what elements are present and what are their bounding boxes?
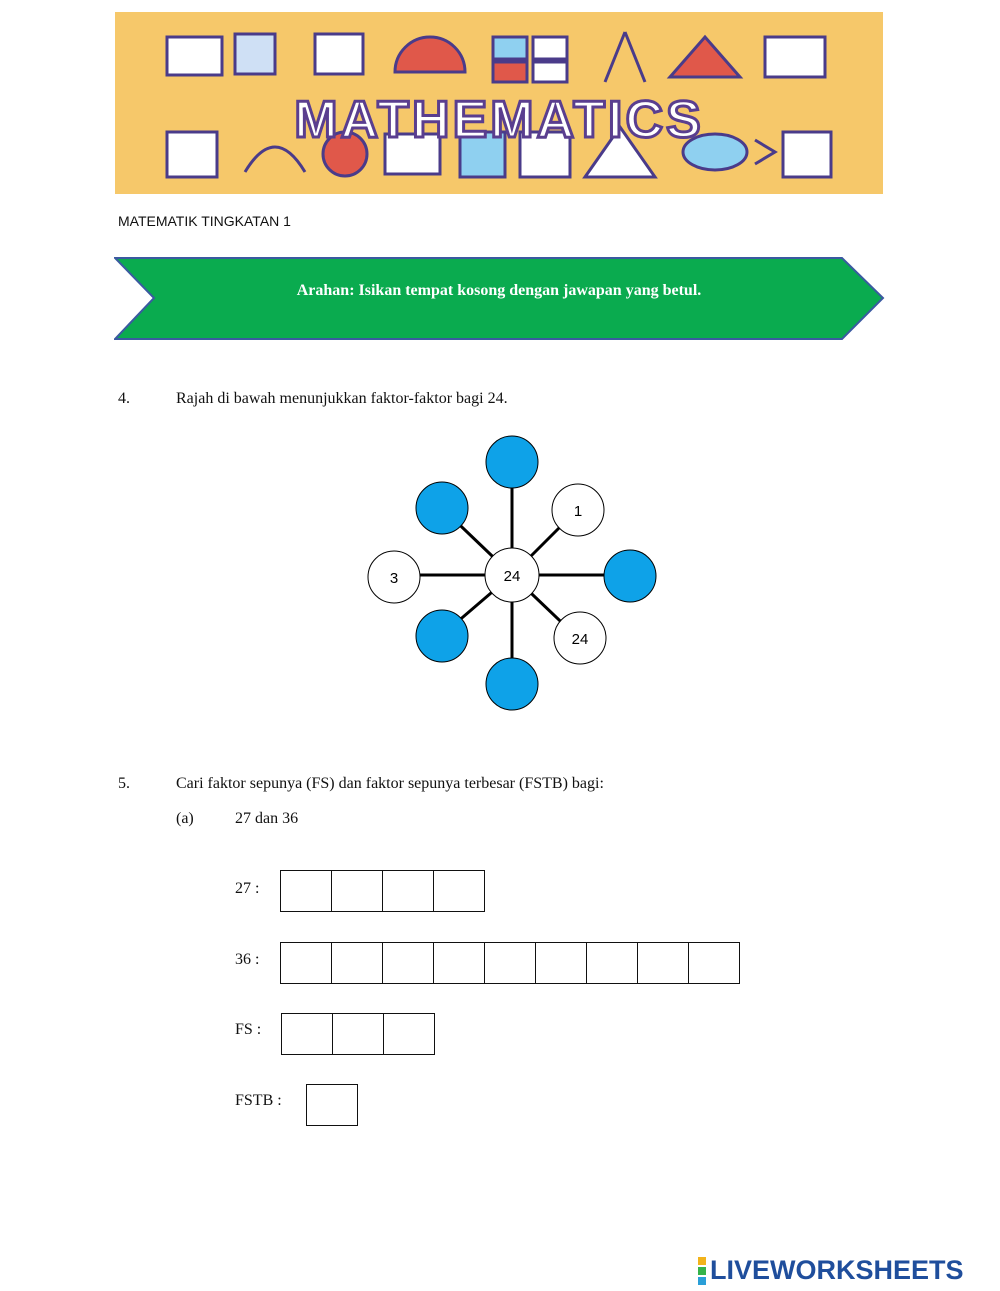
answer-box[interactable] [637,942,689,984]
row-label-fs: FS : [235,1021,262,1038]
question-4-text: Rajah di bawah menunjukkan faktor-faktor bagi 24. [176,390,508,407]
answer-box[interactable] [484,942,536,984]
subject-label: MATEMATIK TINGKATAN 1 [118,213,291,229]
factor-number: 24 [571,631,589,648]
answer-box[interactable] [433,942,485,984]
answer-box[interactable] [688,942,740,984]
answer-box[interactable] [535,942,587,984]
answer-box[interactable] [332,1013,384,1055]
answer-box[interactable] [331,942,383,984]
question-4-number: 4. [118,390,130,407]
factor-number: 3 [389,570,399,587]
logo-text: LIVEWORKSHEETS [710,1255,964,1285]
answer-box[interactable] [280,870,332,912]
answer-row-36 [280,942,740,984]
blank-factor-circle[interactable] [416,610,468,662]
blank-factor-circle[interactable] [416,482,468,534]
logo-mark [697,1256,707,1286]
factor-number: 1 [573,503,583,520]
factor-diagram [360,430,660,712]
answer-box[interactable] [281,1013,333,1055]
blank-factor-circle[interactable] [486,436,538,488]
answer-box[interactable] [382,942,434,984]
blank-factor-circle[interactable] [486,658,538,710]
liveworksheets-logo [697,1255,964,1286]
answer-box[interactable] [433,870,485,912]
question-5-part-text: 27 dan 36 [235,810,299,827]
instruction-text: Arahan: Isikan tempat kosong dengan jawapan yang betul. [296,282,702,299]
row-label-fstb: FSTB : [235,1092,282,1109]
question-5-number: 5. [118,775,130,792]
banner-title: MATHEMATICS [294,91,704,149]
center-number: 24 [503,568,521,585]
answer-box[interactable] [306,1084,358,1126]
answer-row-27 [280,870,485,912]
blank-factor-circle[interactable] [604,550,656,602]
question-5-text: Cari faktor sepunya (FS) dan faktor sepunya terbesar (FSTB) bagi: [176,775,604,792]
answer-row-fs [281,1013,435,1055]
question-5-part: (a) [176,810,194,827]
answer-box[interactable] [383,1013,435,1055]
answer-box[interactable] [331,870,383,912]
row-label-27: 27 : [235,880,260,897]
row-label-36: 36 : [235,951,260,968]
answer-row-fstb [306,1084,358,1126]
answer-box[interactable] [586,942,638,984]
answer-box[interactable] [382,870,434,912]
math-banner [115,12,883,194]
answer-box[interactable] [280,942,332,984]
